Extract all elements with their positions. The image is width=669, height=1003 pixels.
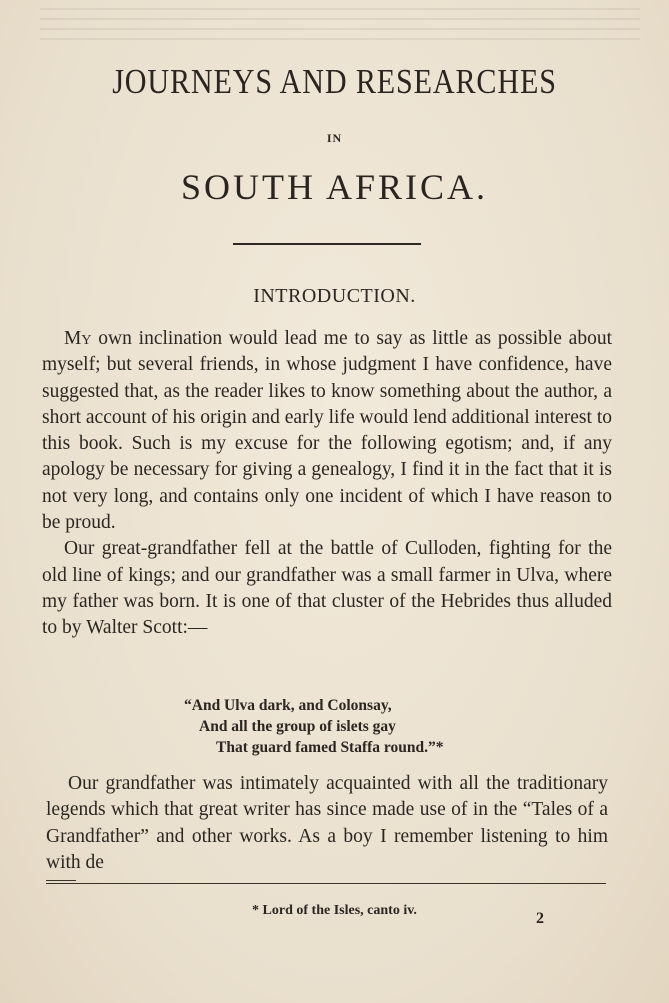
book-subtitle: SOUTH AFRICA.	[180, 167, 489, 207]
verse-line-3: That guard famed Staffa round.”*	[216, 739, 444, 756]
paragraph-1-text: own inclination would lead me to say as little as possible about myself; but several friends, in whose judgment I have confidence, have suggested that, as the reader likes to know something about the author, a short account of his origin and early life would lend additional interest to this book. Such is my excuse for the following egotism; and, if any apology be necessary for giving a genealogy, I find it in the fact that it is not very long, and contains only one incident of which I have reason to be proud.	[42, 328, 612, 534]
body-text-lower	[46, 771, 608, 876]
footnote-rule	[46, 883, 606, 885]
title-connector: IN	[326, 131, 343, 145]
section-heading: INTRODUCTION.	[253, 285, 416, 307]
body-text-upper	[42, 326, 612, 642]
paragraph-2: Our great-grandfather fell at the battle of Culloden, fighting for the old line of kings; and our grandfather was a small farmer in Ulva, where my father was born. It is one of that cluster of the Hebrides thus alluded to by Walter Scott:—	[42, 538, 612, 639]
paragraph-1	[42, 326, 612, 536]
verse-line-2: And all the group of islets gay	[199, 718, 396, 735]
book-title: JOURNEYS AND RESEARCHES	[112, 62, 557, 101]
paragraph-1-lead: My	[64, 328, 92, 349]
title-rule	[233, 243, 421, 245]
footnote-rule-dash	[46, 880, 76, 882]
verse-line-1: “And Ulva dark, and Colonsay,	[184, 697, 392, 714]
paragraph-3: Our grandfather was intimately acquainted with all the traditionary legends which that great writer has since made use of in the “Tales of a Grandfather” and other works. As a boy I remember listening to him with de	[46, 773, 608, 873]
footnote: * Lord of the Isles, canto iv.	[252, 903, 417, 918]
verse-quote	[0, 695, 669, 758]
bleed-through-text	[40, 0, 640, 60]
signature-mark: 2	[536, 910, 544, 927]
